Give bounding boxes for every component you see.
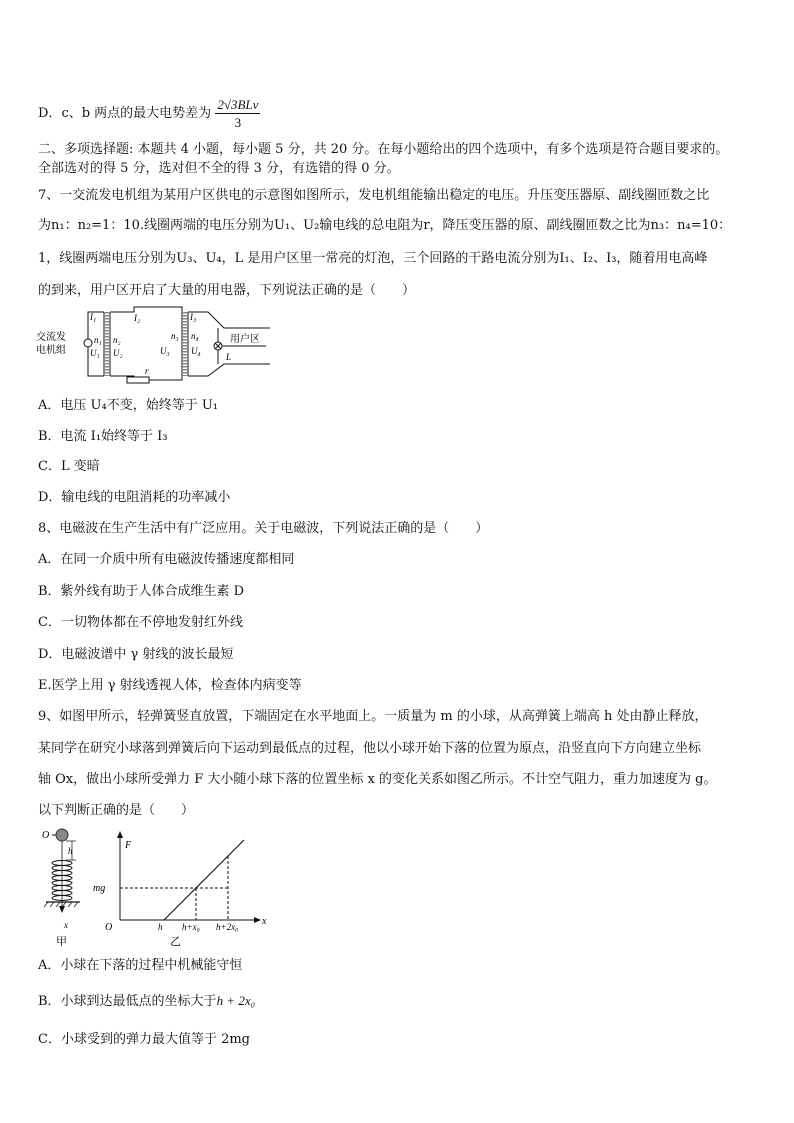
label-U3: U₃	[160, 346, 170, 356]
fig-jia-x: x	[64, 920, 68, 930]
q7-stem-line2: 为n₁：n₂=1：10.线圈两端的电压分别为U₁、U₂输电线的总电阻为r，降压变压器的原、副线圈匝数之比为n₃：n₄=10：	[38, 218, 732, 233]
generator-symbol-icon	[84, 339, 92, 347]
q8-option-d: D．电磁波谱中 γ 射线的波长最短	[38, 647, 234, 662]
q8-option-b: B．紫外线有助于人体合成维生素 D	[38, 584, 245, 599]
label-n2: n₂	[113, 335, 121, 345]
tick-h-x0: h+x₀	[182, 922, 200, 932]
q7-stem-line1: 7、一交流发电机组为某用户区供电的示意图如图所示，发电机组能输出稳定的电压。升压变压器原、副线圈匝数之比	[38, 188, 710, 203]
generator-label-1: 交流发	[36, 332, 66, 343]
fig-jia-h: h	[68, 846, 73, 856]
user-area-label: 用户区	[230, 334, 260, 345]
q8-option-e: E.医学上用 γ 射线透视人体，检查体内病变等	[38, 678, 302, 693]
label-n1: n₁	[94, 335, 102, 345]
q7-option-a: A．电压 U₄不变，始终等于 U₁	[38, 398, 218, 413]
resistor-r-icon	[127, 377, 149, 383]
q9-option-b-expr: h + 2x₀	[216, 993, 256, 1008]
q7-option-b: B．电流 I₁始终等于 I₃	[38, 429, 168, 444]
q9-stem-line2: 某同学在研究小球落到弹簧后向下运动到最低点的过程，他以小球开始下落的位置为原点，沿竖直向下方向建立坐标	[38, 741, 702, 756]
x-axis-arrow-icon-2	[254, 917, 261, 923]
fraction-numerator: 2√3BLv	[217, 97, 259, 112]
label-r: r	[145, 366, 149, 376]
tick-h: h	[158, 922, 163, 932]
fig-yi-x: x	[262, 916, 267, 927]
fig-yi-O: O	[105, 922, 113, 933]
f-axis-arrow-icon	[117, 831, 123, 838]
q9-option-b	[38, 992, 255, 1010]
fig-yi-caption: 乙	[170, 936, 181, 948]
q8-stem: 8、电磁波在生产生活中有广泛应用。关于电磁波，下列说法正确的是（ ）	[38, 521, 489, 536]
label-U4: U₄	[191, 346, 201, 356]
label-L: L	[226, 352, 232, 362]
label-U2: U₂	[113, 348, 123, 358]
label-U1: U₁	[90, 348, 100, 358]
q7-stem-line4: 的到来，用户区开启了大量的用电器，下列说法正确的是（ ）	[38, 283, 416, 298]
label-I1: I₁	[90, 312, 97, 322]
q9-stem-line4: 以下判断正确的是（ ）	[38, 803, 195, 818]
q6-option-d	[38, 96, 260, 131]
q6-option-d-text: c、b 两点的最大电势差为	[61, 106, 212, 121]
q9-figure	[38, 826, 278, 950]
ball-icon	[56, 829, 68, 841]
fig-jia-O: O	[42, 830, 50, 841]
section2-line1: 二、多项选择题: 本题共 4 小题，每小题 5 分，共 20 分。在每小题给出的四个选项中，有多个选项是符合题目要求的。	[38, 142, 729, 157]
q6-option-d-fraction	[215, 96, 260, 131]
label-I2: I₂	[134, 313, 141, 323]
fig-yi-F: F	[125, 840, 132, 851]
section2-line2: 全部选对的得 5 分，选对但不全的得 3 分，有选错的得 0 分。	[38, 161, 400, 176]
generator-label-2: 电机组	[36, 345, 66, 356]
q8-option-a: A．在同一介质中所有电磁波传播速度都相同	[38, 552, 295, 567]
fraction-denominator: 3	[234, 115, 242, 130]
q7-option-d: D．输电线的电阻消耗的功率减小	[38, 490, 231, 505]
q9-option-b-prefix: B．小球到达最低点的坐标大于	[38, 994, 217, 1009]
q9-option-c: C．小球受到的弹力最大值等于 2mg	[38, 1032, 250, 1047]
tick-h-2x0: h+2x₀	[216, 922, 239, 932]
fig-jia-caption: 甲	[56, 936, 67, 948]
label-n3: n₃	[171, 331, 179, 341]
q7-option-c: C．L 变暗	[38, 459, 100, 474]
q7-stem-line3: 1，线圈两端电压分别为U₃、U₄，L 是用户区里一常亮的灯泡，三个回路的干路电流分别为I₁、I₂、I₃，随着用电高峰	[38, 251, 708, 266]
x-axis-arrow-icon	[59, 906, 65, 913]
q9-stem-line1: 9、如图甲所示，轻弹簧竖直放置，下端固定在水平地面上。一质量为 m 的小球，从高弹簧上端高 h 处由静止释放，	[38, 709, 708, 724]
q6-option-d-prefix: D．	[38, 106, 62, 121]
label-n4: n₄	[191, 331, 199, 341]
q9-stem-line3: 轴 Ox，做出小球所受弹力 F 大小随小球下落的位置坐标 x 的变化关系如图乙所示。不计空气阻力，重力加速度为 g。	[38, 772, 717, 787]
label-I3: I₃	[190, 312, 197, 322]
q9-option-a: A．小球在下落的过程中机械能守恒	[38, 958, 243, 973]
fig-yi-mg: mg	[93, 883, 106, 894]
force-line	[164, 840, 244, 920]
q8-option-c: C．一切物体都在不停地发射红外线	[38, 615, 243, 630]
q7-circuit-diagram	[36, 306, 272, 388]
